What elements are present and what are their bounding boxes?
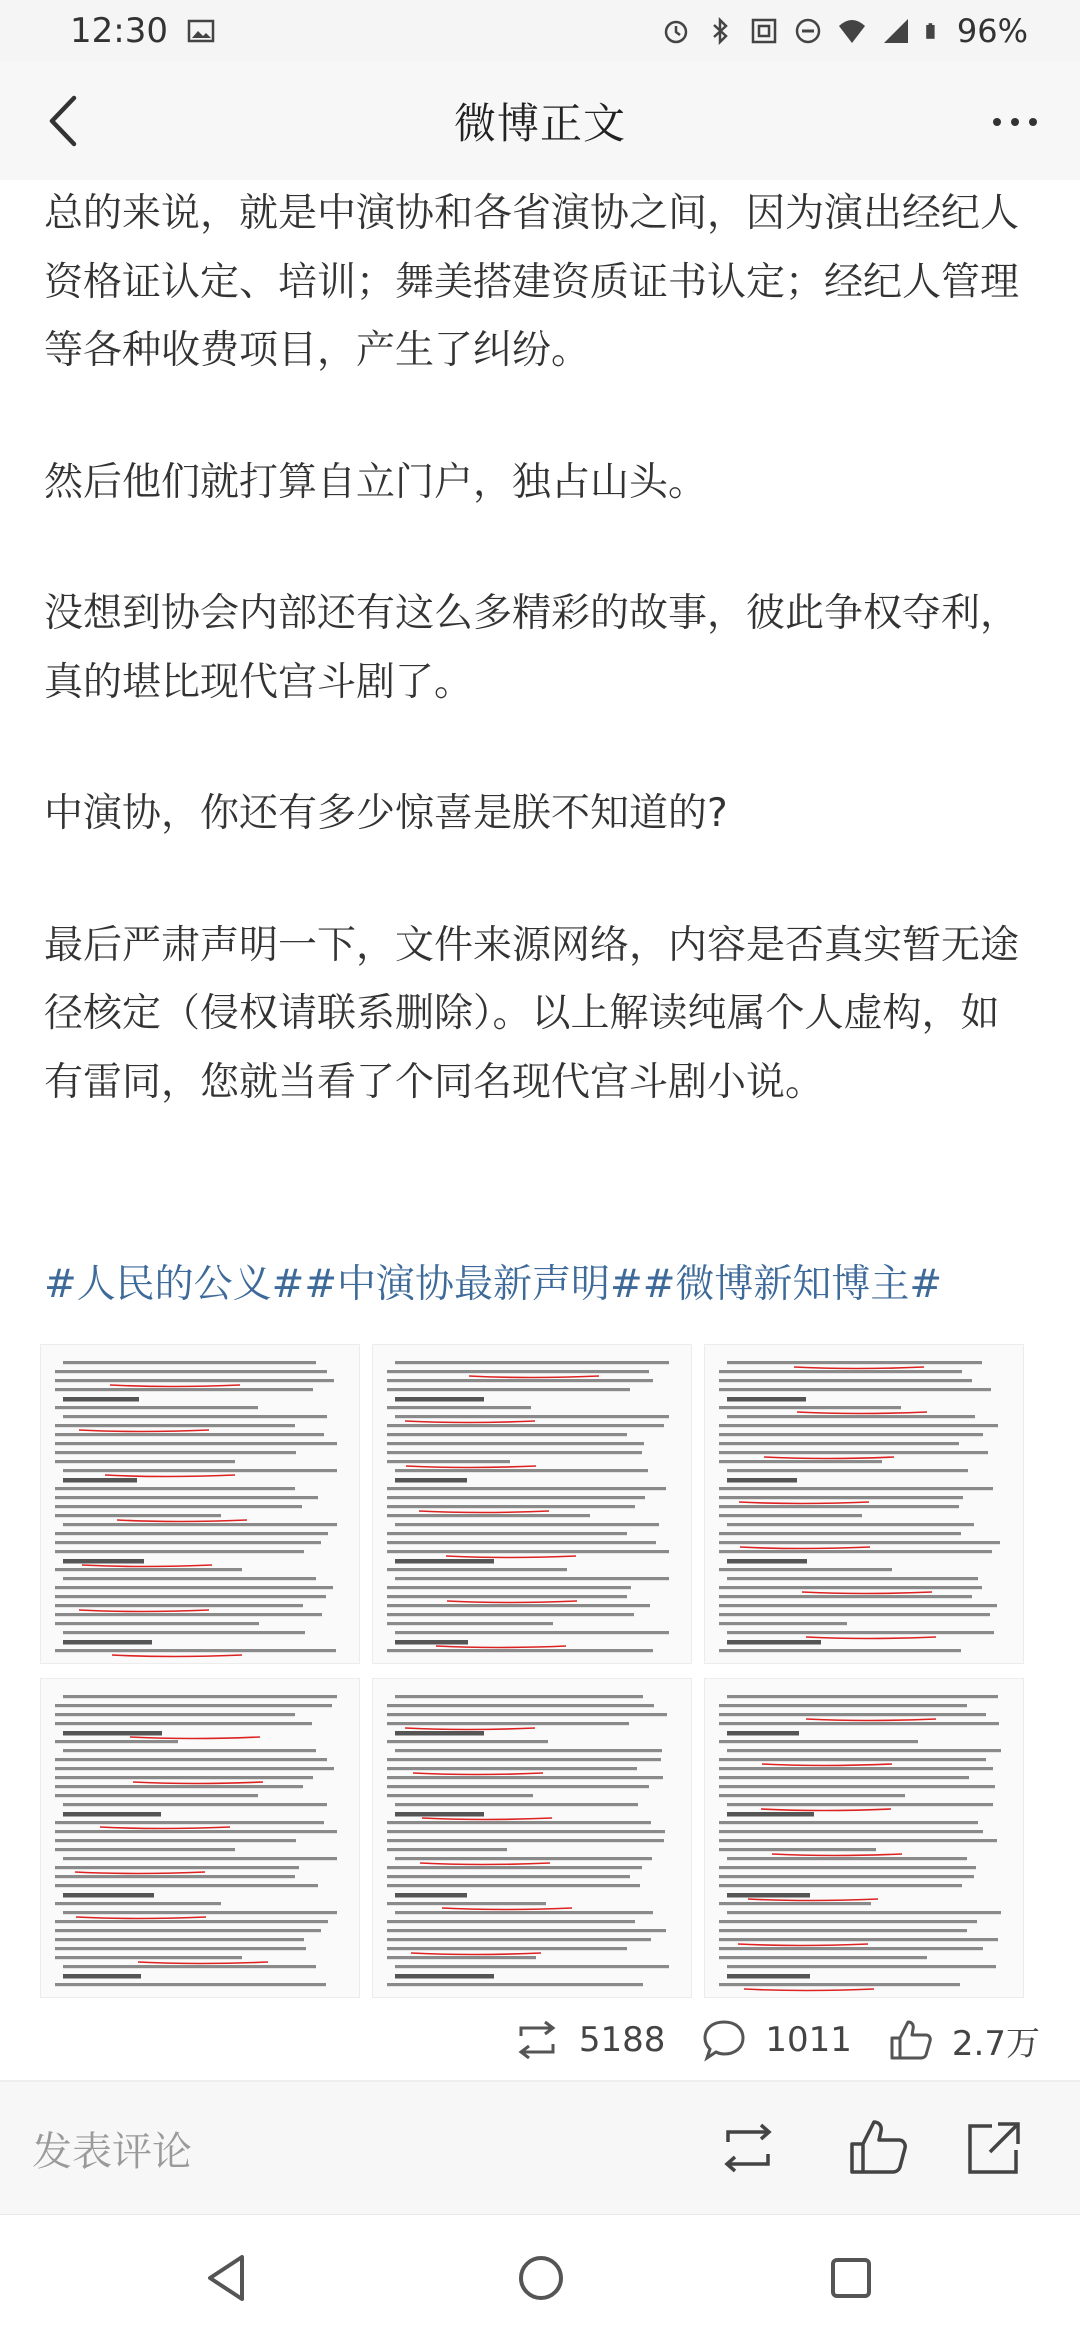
battery-icon xyxy=(925,16,943,46)
home-circle-icon[interactable] xyxy=(508,2245,574,2311)
status-right xyxy=(661,12,1028,50)
repost-count: 5188 xyxy=(578,2020,666,2060)
page-title: 微博正文 xyxy=(453,99,626,148)
wifi-icon xyxy=(837,16,867,46)
document-page-graphic xyxy=(705,1345,1024,1664)
document-image-1[interactable] xyxy=(40,1344,360,1664)
back-arrow-icon[interactable] xyxy=(34,88,94,154)
document-image-5[interactable] xyxy=(372,1678,692,1998)
topic-tags-link[interactable]: #人民的公义##中演协最新声明##微博新知博主# xyxy=(44,1262,943,1307)
recents-square-icon[interactable] xyxy=(818,2245,884,2311)
document-image-6[interactable] xyxy=(704,1678,1024,1998)
document-image-2[interactable] xyxy=(372,1344,692,1664)
document-page-graphic xyxy=(373,1345,692,1664)
system-nav-bar xyxy=(0,2214,1080,2341)
document-page-graphic xyxy=(705,1679,1024,1998)
comment-count: 1011 xyxy=(765,2020,852,2060)
repost-icon[interactable] xyxy=(716,2116,780,2180)
document-page-graphic xyxy=(41,1345,360,1664)
article-paragraph: 中演协，你还有多少惊喜是朕不知道的? xyxy=(44,791,728,836)
document-page-graphic xyxy=(373,1679,692,1998)
more-icon[interactable] xyxy=(980,90,1050,150)
battery-level: 96% xyxy=(956,12,1028,50)
document-image-4[interactable] xyxy=(40,1678,360,1998)
like-count: 2.7万 xyxy=(951,2023,1040,2064)
status-time: 12:30 xyxy=(70,11,168,51)
dnd-icon xyxy=(793,16,823,46)
bluetooth-icon xyxy=(705,16,735,46)
article-paragraph: 没想到协会内部还有这么多精彩的故事，彼此争权夺利，真的堪比现代宫斗剧了。 xyxy=(44,591,1020,705)
article-paragraph: 最后严肃声明一下，文件来源网络，内容是否真实暂无途径核定（侵权请联系删除）。以上解读纯属个人虚构，如有雷同，您就当看了个同名现代宫斗剧小说。 xyxy=(44,922,1020,1105)
stats-row xyxy=(513,2010,1040,2070)
comment-bar xyxy=(0,2082,1080,2214)
alarm-icon xyxy=(661,16,691,46)
share-icon[interactable] xyxy=(962,2116,1026,2180)
back-triangle-icon[interactable] xyxy=(196,2245,262,2311)
document-page-graphic xyxy=(41,1679,360,1998)
image-grid xyxy=(40,1344,1040,1998)
image-icon xyxy=(186,16,216,46)
like-button[interactable] xyxy=(888,2016,1040,2065)
comment-icon xyxy=(701,2018,747,2062)
thumbs-up-icon[interactable] xyxy=(846,2116,910,2180)
repost-button[interactable] xyxy=(513,2020,666,2060)
repost-icon xyxy=(513,2020,561,2060)
thumbs-up-icon xyxy=(888,2018,934,2062)
article-paragraph: 然后他们就打算自立门户，独占山头。 xyxy=(44,459,708,505)
app-header xyxy=(0,62,1080,180)
nfc-icon xyxy=(749,16,779,46)
comment-input[interactable]: 发表评论 xyxy=(32,2129,192,2175)
signal-icon xyxy=(881,16,911,46)
article-paragraph: 总的来说，就是中演协和各省演协之间，因为演出经纪人资格证认定、培训；舞美搭建资质证书认定；经纪人管理等各种收费项目，产生了纠纷。 xyxy=(44,191,1020,373)
status-left xyxy=(70,11,216,51)
document-image-3[interactable] xyxy=(704,1344,1024,1664)
status-bar xyxy=(0,0,1080,62)
article-body xyxy=(44,180,1034,1117)
comment-button[interactable] xyxy=(701,2018,852,2062)
